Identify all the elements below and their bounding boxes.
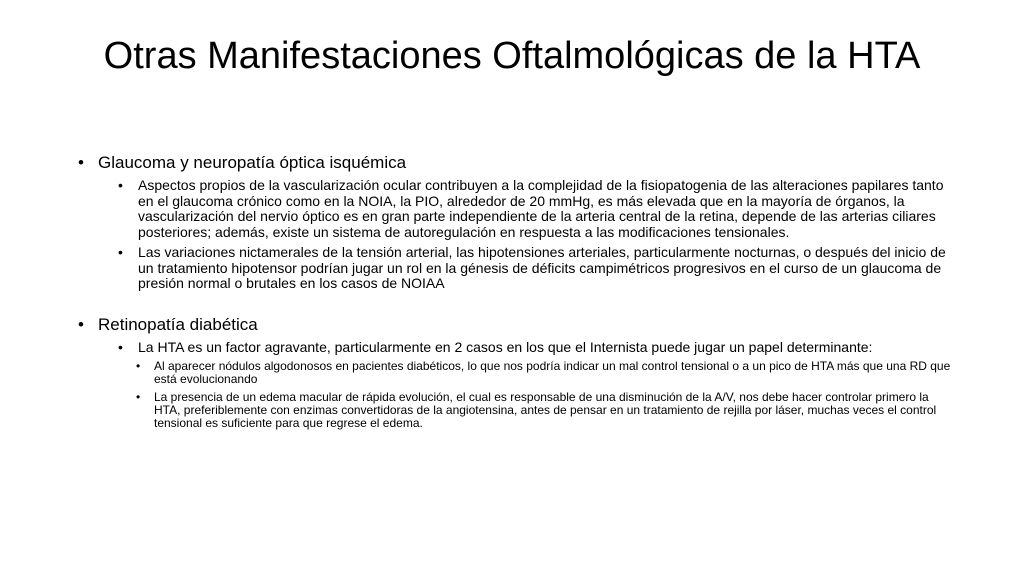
- bullet-icon: •: [118, 177, 123, 193]
- list-item-text: La presencia de un edema macular de rápida evolución, el cual es responsable de una disminución de la A/V, nos debe hacer controlar primero la HTA, preferiblemente con enzimas convertidoras de la angiotensina, antes de pensar en un tratamiento de rejilla por láser, muchas veces el control tensional es suficiente para que regrese el edema.: [154, 390, 937, 430]
- slide-content: [78, 152, 958, 430]
- bullet-icon: •: [78, 153, 84, 172]
- bullet-icon: •: [136, 390, 141, 404]
- list-item: [136, 391, 958, 430]
- list-item: [118, 340, 958, 356]
- list-item: [118, 178, 958, 240]
- list-item-text: La HTA es un factor agravante, particularmente en 2 casos en los que el Internista puede jugar un papel determinante:: [138, 338, 873, 355]
- list-item-text: Las variaciones nictamerales de la tensión arterial, las hipotensiones arteriales, particularmente nocturnas, o después del inicio de un tratamiento hipotensor podrían jugar un rol en la génesis de déficits campimétricos progresivos en el curso de un glaucoma de presión normal o brutales en los casos de NOIAA: [138, 244, 946, 291]
- section-heading: Retinopatía diabética: [98, 314, 258, 334]
- list-item: [136, 360, 958, 386]
- bullet-icon: •: [136, 359, 141, 373]
- bullet-icon: •: [118, 338, 123, 355]
- slide-title: Otras Manifestaciones Oftalmológicas de la HTA: [103, 35, 921, 77]
- bullet-icon: •: [118, 244, 123, 260]
- list-item: [118, 245, 958, 292]
- section-retinopatia: [78, 314, 958, 431]
- list-item-text: Aspectos propios de la vascularización ocular contribuyen a la complejidad de la fisiopatogenia de las alteraciones papilares tanto en el glaucoma crónico como en la NOIA, la PIO, alrededor de 20 mmHg, es más elevada que en la mayoría de órganos, la vascularización del nervio óptico es en gran parte independiente de la arteria central de la retina, depende de las arterias ciliares posteriores; además, existe un sistema de autoregulación en respuesta a las modificaciones tensionales.: [138, 177, 944, 240]
- bullet-list: [78, 152, 958, 430]
- section-glaucoma: [78, 152, 958, 292]
- sub-list: [98, 178, 958, 292]
- sub-list: [98, 340, 958, 356]
- list-item-text: Al aparecer nódulos algodonosos en pacientes diabéticos, lo que nos podría indicar un mal control tensional o a un pico de HTA más que una RD que está evolucionando: [154, 359, 951, 386]
- sub-sub-list: [98, 360, 958, 430]
- section-heading: Glaucoma y neuropatía óptica isquémica: [98, 153, 407, 172]
- bullet-icon: •: [78, 314, 84, 334]
